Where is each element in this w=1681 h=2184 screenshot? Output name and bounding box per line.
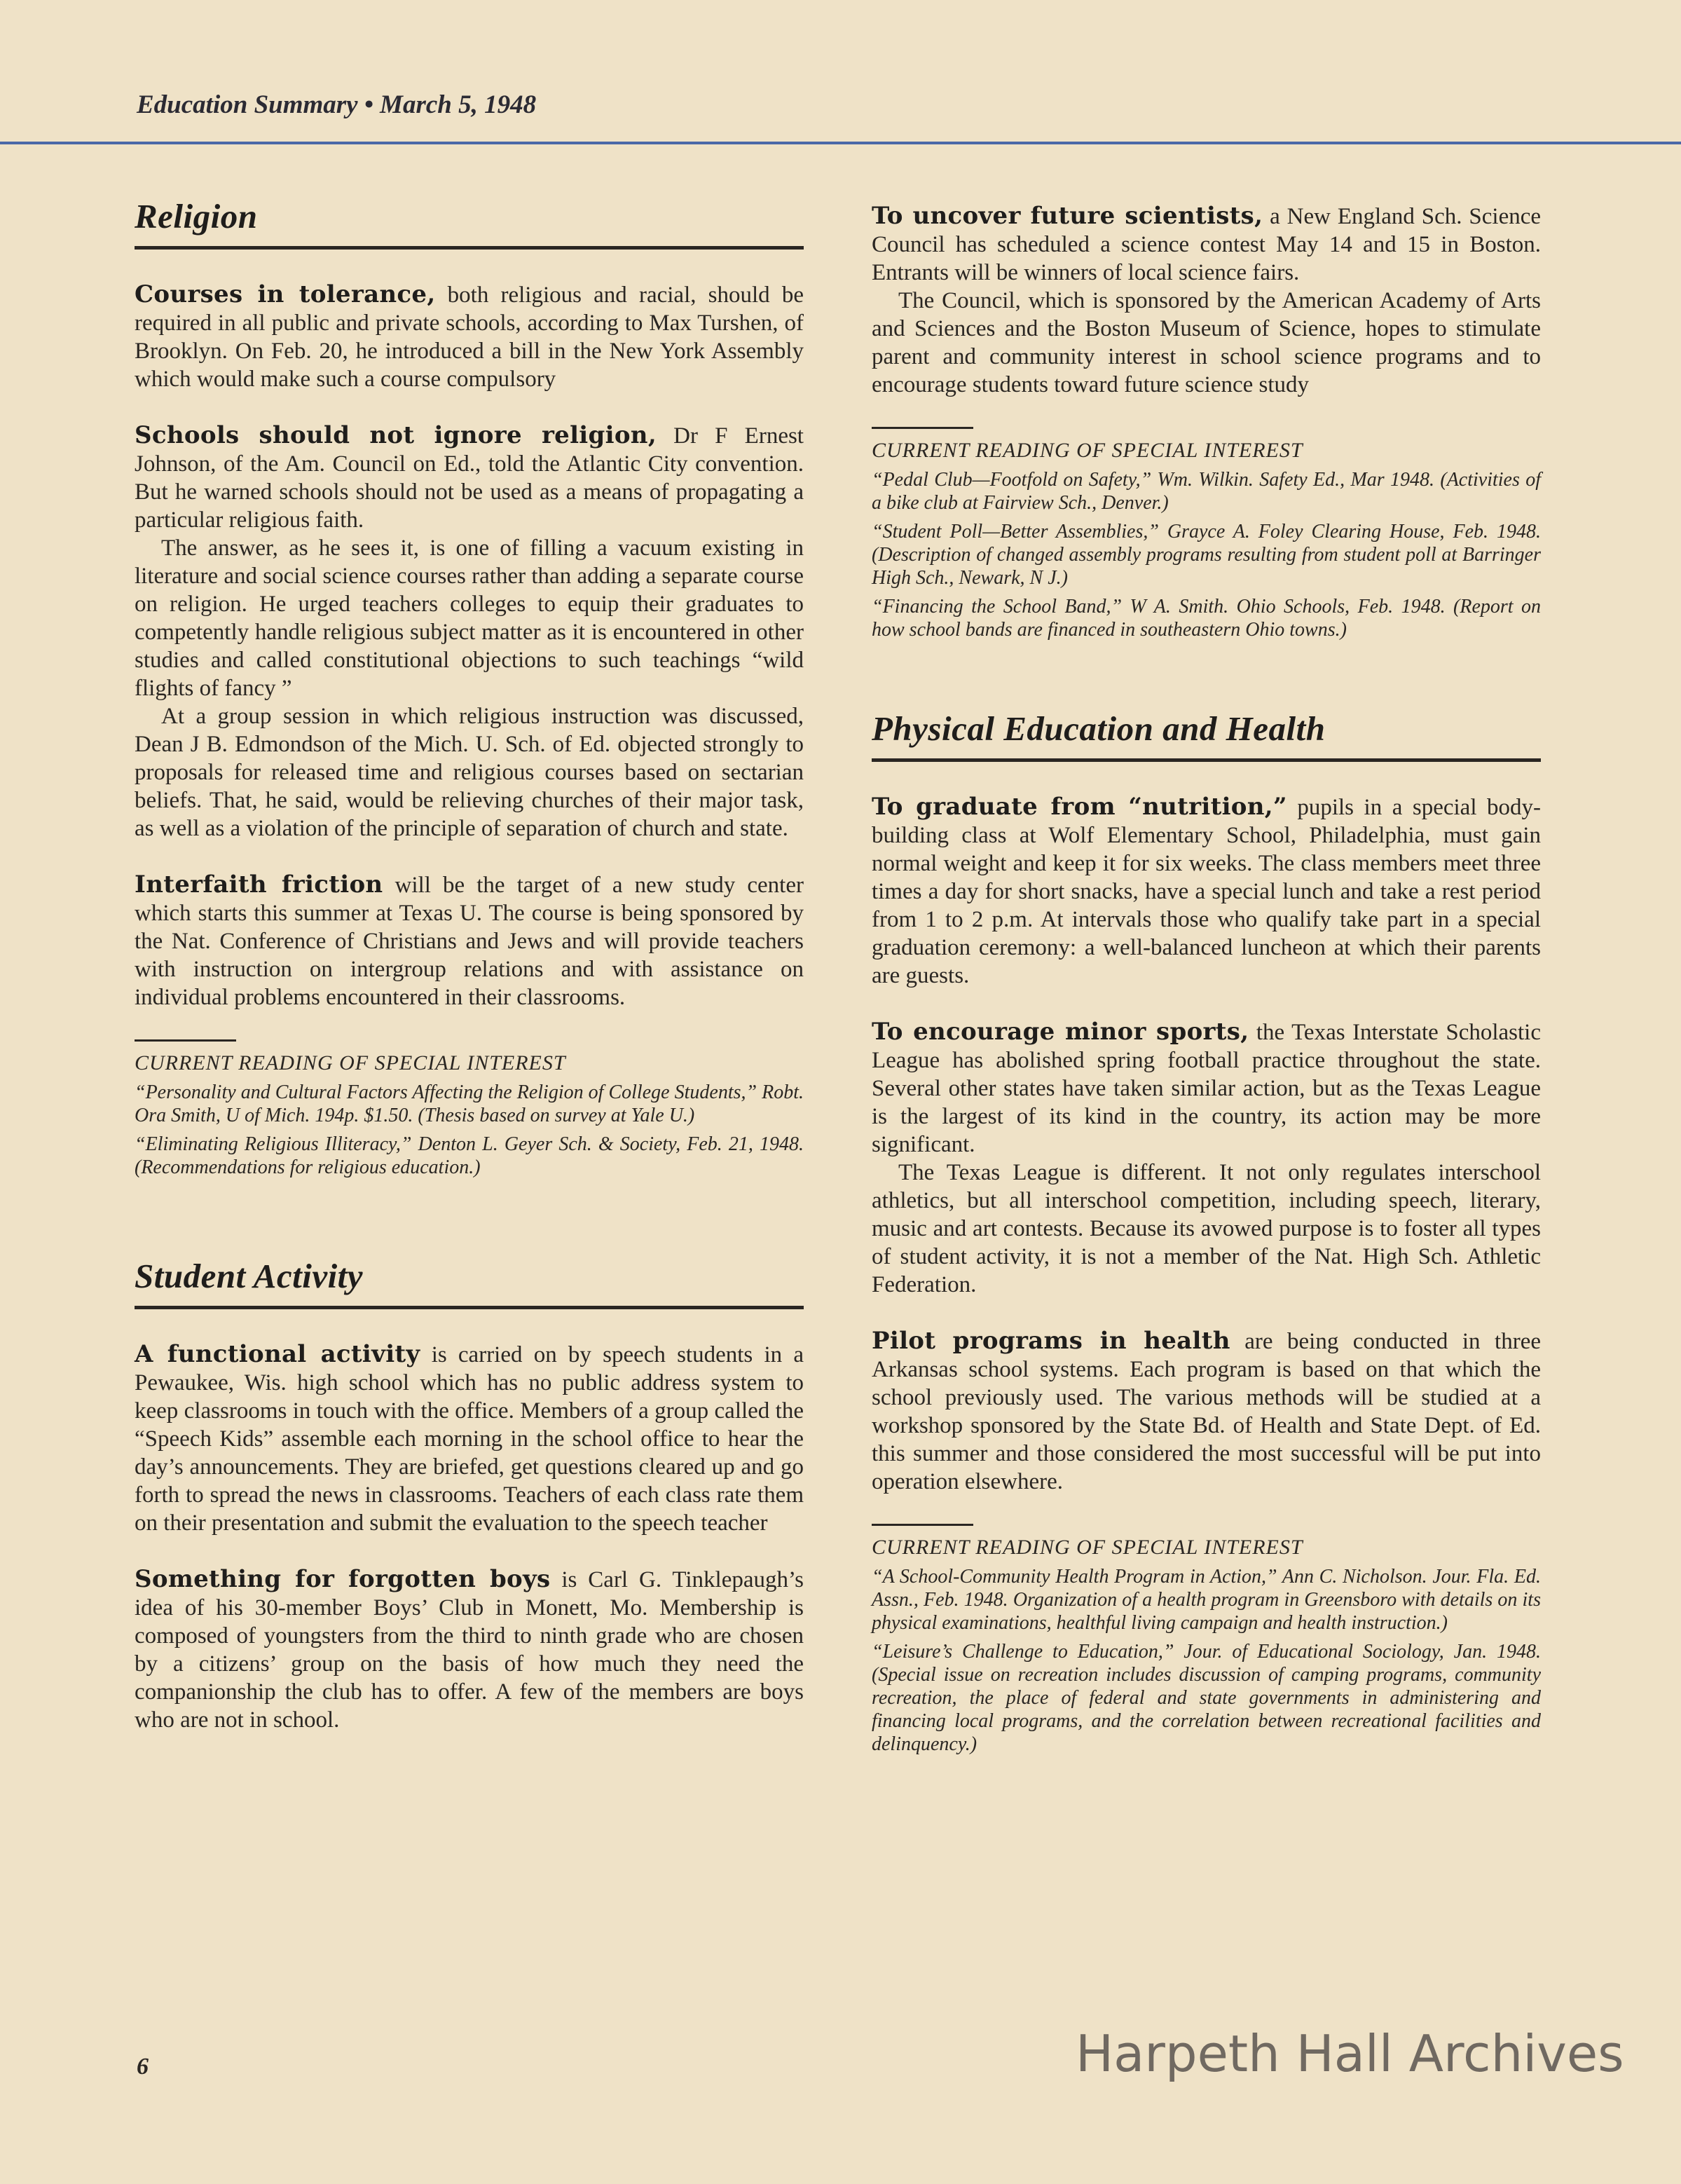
reading-entry: “Student Poll—Better Assemblies,” Grayce A. Foley Clearing House, Feb. 1948. (Description of changed assembly programs resulting from student poll at Barringer High Sch., Newark, N J.) bbox=[872, 521, 1541, 589]
article bbox=[135, 1340, 804, 1537]
article-lead: Interfaith friction bbox=[135, 871, 383, 899]
section-student-activity bbox=[135, 1256, 804, 1734]
current-reading-box bbox=[135, 1030, 804, 1179]
article-text: Dr F Ernest Johnson, of the Am. Council on Ed., told the Atlantic City convention. But he warned schools should not be used as a means of propagating a particular religious faith. bbox=[135, 423, 804, 533]
article bbox=[872, 1018, 1541, 1299]
article bbox=[135, 421, 804, 842]
reading-entry: “Personality and Cultural Factors Affecting the Religion of College Students,” Robt. Ora Smith, U of Mich. 194p. $1.50. (Thesis based on survey at Yale U.) bbox=[135, 1081, 804, 1126]
article-lead: To uncover future scientists, bbox=[872, 202, 1263, 230]
article bbox=[135, 280, 804, 393]
section-science bbox=[872, 202, 1541, 641]
reading-entry: “Eliminating Religious Illiteracy,” Denton L. Geyer Sch. & Society, Feb. 21, 1948. (Recommendations for religious education.) bbox=[135, 1133, 804, 1178]
article-text: both religious and racial, should be required in all public and private schools, according to Max Turshen, of Brooklyn. On Feb. 20, he introduced a bill in the New York Assembly which would make such a course compulsory bbox=[135, 282, 804, 392]
article-lead: Courses in tolerance, bbox=[135, 280, 436, 308]
running-header: Education Summary • March 5, 1948 bbox=[137, 90, 537, 119]
article-lead: To encourage minor sports, bbox=[872, 1018, 1249, 1046]
article-paragraph: The Texas League is different. It not only regulates interschool athletics, but all interschool competition, including speech, literary, music and art contests. Because its avowed purpose is to foster all types of student activity, it is not a member of the Nat. High Sch. Athletic Federation. bbox=[872, 1160, 1541, 1297]
article-lead: To graduate from “nutrition,” bbox=[872, 793, 1287, 821]
section-title: Student Activity bbox=[135, 1256, 804, 1309]
reading-entry: “Leisure’s Challenge to Education,” Jour. of Educational Sociology, Jan. 1948. (Special issue on recreation includes discussion of camping programs, community recreation, the place of federal and state governments in administering and financing local programs, and the correlation between recreational facilities and delinquency.) bbox=[872, 1641, 1541, 1755]
article-text: are being conducted in three Arkansas school systems. Each program is based on that which the school previously used. The various methods will be studied at a workshop sponsored by the State Bd. of Health and State Dept. of Ed. this summer and those considered the most successful will be put into operation elsewhere. bbox=[872, 1329, 1541, 1494]
header-rule bbox=[0, 142, 1681, 144]
reading-rule bbox=[872, 1524, 973, 1526]
article-text: pupils in a special body-building class at Wolf Elementary School, Philadelphia, must gain normal weight and keep it for six weeks. The class members meet three times a day for short snacks, have a special lunch and take a rest period from 1 to 2 p.m. At intervals those who qualify take part in a special graduation ceremony: a well-balanced luncheon at which their parents are guests. bbox=[872, 795, 1542, 988]
article-lead: A functional activity bbox=[135, 1340, 420, 1368]
section-title: Religion bbox=[135, 196, 804, 250]
section-physical-education bbox=[872, 709, 1541, 1756]
article-lead: Schools should not ignore religion, bbox=[135, 421, 657, 449]
reading-entry: “Pedal Club—Footfold on Safety,” Wm. Wilkin. Safety Ed., Mar 1948. (Activities of a bike club at Fairview Sch., Denver.) bbox=[872, 469, 1541, 514]
article-text: will be the target of a new study center which starts this summer at Texas U. The course is being sponsored by the Nat. Conference of Christians and Jews and will provide teachers with instruction on intergroup relations and with assistance on individual problems encountered in their classrooms. bbox=[135, 873, 804, 1010]
article-lead: Something for forgotten boys bbox=[135, 1565, 551, 1593]
reading-heading: CURRENT READING OF SPECIAL INTEREST bbox=[872, 439, 1303, 462]
article bbox=[872, 1327, 1541, 1496]
article-paragraph: The Council, which is sponsored by the American Academy of Arts and Sciences and the Boston Museum of Science, hopes to stimulate parent and community interest in school science programs and to encourage students toward future science study bbox=[872, 288, 1541, 397]
reading-rule bbox=[135, 1039, 236, 1042]
reading-entry: “A School-Community Health Program in Action,” Ann C. Nicholson. Jour. Fla. Ed. Assn., Feb. 1948. Organization of a health program in Greensboro with details on its physical examinations, healthful living campaign and health instruction.) bbox=[872, 1566, 1541, 1634]
article-lead: Pilot programs in health bbox=[872, 1327, 1230, 1355]
article bbox=[135, 871, 804, 1011]
article-paragraph: At a group session in which religious instruction was discussed, Dean J B. Edmondson of the Mich. U. Sch. of Ed. objected strongly to proposals for released time and religious courses based on sectarian beliefs. That, he said, would be relieving churches of their major task, as well as a violation of the principle of separation of church and state. bbox=[135, 704, 804, 841]
section-religion bbox=[135, 196, 804, 1179]
left-column bbox=[135, 196, 804, 1775]
article-text: is carried on by speech students in a Pewaukee, Wis. high school which has no public address system to keep classrooms in touch with the office. Members of a group called the “Speech Kids” assemble each morning in the school office to hear the day’s announcements. They are briefed, get questions cleared up and go forth to spread the news in classrooms. Teachers of each class rate them on their presentation and submit the evaluation to the speech teacher bbox=[135, 1342, 804, 1536]
page-number: 6 bbox=[137, 2054, 149, 2080]
section-title: Physical Education and Health bbox=[872, 709, 1541, 762]
reading-heading: CURRENT READING OF SPECIAL INTEREST bbox=[872, 1536, 1303, 1559]
article-paragraph: The answer, as he sees it, is one of filling a vacuum existing in literature and social science courses rather than adding a separate course on religion. He urged teachers colleges to equip their graduates to competently handle religious subject matter as it is encountered in other studies and called constitutional objections to such teachings “wild flights of fancy ” bbox=[135, 535, 804, 701]
current-reading-box bbox=[872, 417, 1541, 641]
article-text: a New England Sch. Science Council has scheduled a science contest May 14 and 15 in Boston. Entrants will be winners of local science fairs. bbox=[872, 204, 1542, 285]
reading-rule bbox=[872, 427, 973, 429]
article-text: the Texas Interstate Scholastic League has abolished spring football practice throughout the state. Several other states have taken similar action, but as the Texas League is the largest of its kind in the country, its action may be more significant. bbox=[872, 1020, 1541, 1157]
article bbox=[872, 202, 1541, 399]
article bbox=[872, 793, 1541, 990]
reading-entry: “Financing the School Band,” W A. Smith. Ohio Schools, Feb. 1948. (Report on how school bands are financed in southeastern Ohio towns.) bbox=[872, 596, 1541, 641]
reading-heading: CURRENT READING OF SPECIAL INTEREST bbox=[135, 1051, 566, 1074]
article-text: is Carl G. Tinklepaugh’s idea of his 30-member Boys’ Club in Monett, Mo. Membership is composed of youngsters from the third to ninth grade who are chosen by a citizens’ group on the basis of how much they need the companionship the club has to offer. A few of the members are boys who are not in school. bbox=[135, 1567, 804, 1733]
current-reading-box bbox=[872, 1514, 1541, 1756]
right-column bbox=[872, 202, 1541, 1796]
article bbox=[135, 1565, 804, 1734]
archive-watermark: Harpeth Hall Archives bbox=[1076, 2024, 1624, 2083]
